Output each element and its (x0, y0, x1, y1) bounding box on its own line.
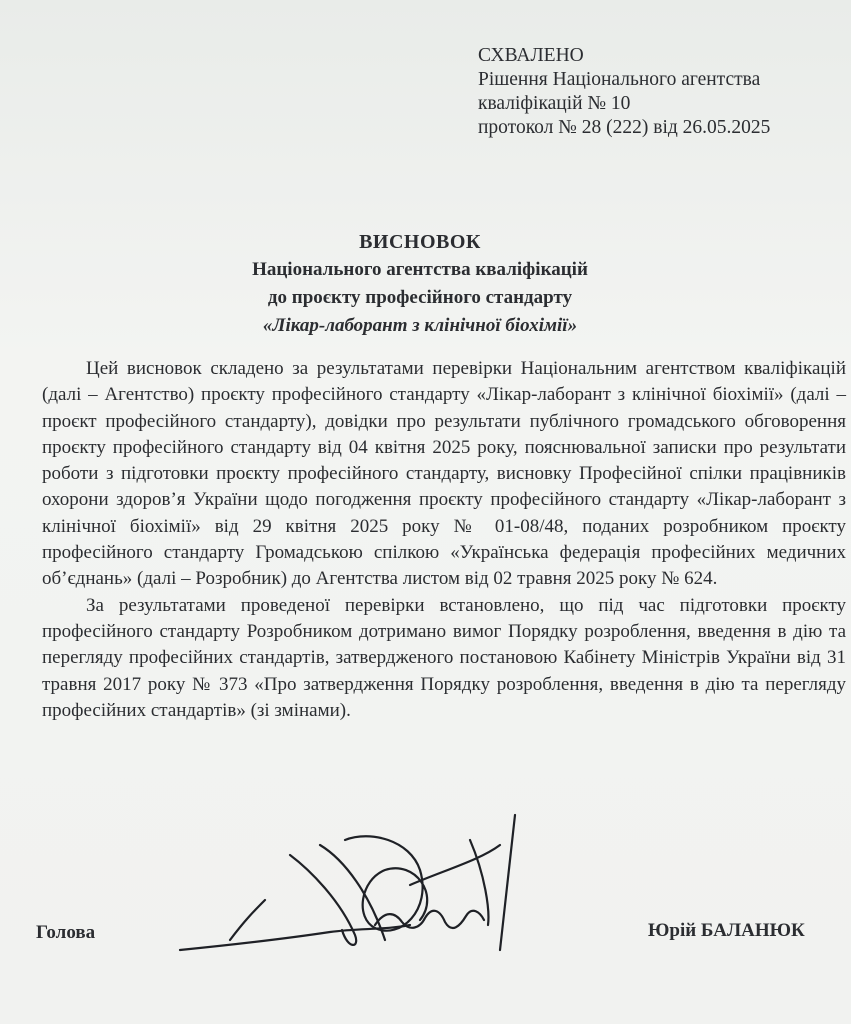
document-title (120, 228, 720, 340)
approval-line-2: Рішення Національного агентства (478, 69, 761, 90)
signatory-name: Юрій БАЛАНЮК (648, 920, 805, 941)
approval-stamp (478, 44, 838, 140)
approval-line-3: кваліфікацій № 10 (478, 93, 631, 114)
approval-line-1: СХВАЛЕНО (478, 45, 584, 66)
title-sub-2: до проєкту професійного стандарту (267, 287, 573, 308)
paragraph: За результатами проведеної перевірки встановлено, що під час підготовки проєкту професійного стандарту Розробником дотримано вимог Порядку розроблення, введення в дію та перегляду професійних стандартів, затвердженого постановою Кабінету Міністрів України від 31 травня 2017 року № 373 «Про затвердження Порядку розроблення, введення в дію та перегляду професійних стандартів» (зі змінами). (42, 594, 846, 721)
title-main: ВИСНОВОК (359, 231, 481, 253)
approval-line-4: протокол № 28 (222) від 26.05.2025 (478, 117, 771, 138)
title-sub-3: «Лікар-лаборант з клінічної біохімії» (262, 315, 578, 336)
document-body (42, 356, 846, 724)
handwritten-signature (170, 800, 570, 970)
title-sub-1: Національного агентства кваліфікацій (252, 259, 588, 280)
paragraph: Цей висновок складено за результатами перевірки Національним агентством кваліфікацій (далі – Агентство) проєкту професійного стандарту «Лікар-лаборант з клінічної біохімії» (далі – проєкт професійного стандарту), довідки про результати публічного громадського обговорення проєкту професійного стандарту від 04 квітня 2025 року, пояснювальної записки про результати роботи з підготовки проєкту професійного стандарту, висновку Професійної спілки працівників охорони здоров’я України щодо погодження проєкту професійного стандарту «Лікар-лаборант з клінічної біохімії» від 29 квітня 2025 року № 01-08/48, поданих розробником проєкту професійного стандарту Громадською спілкою «Українська федерація професійних медичних об’єднань» (далі – Розробник) до Агентства листом від 02 травня 2025 року № 624. (42, 358, 846, 590)
signatory-position: Голова (36, 922, 96, 943)
